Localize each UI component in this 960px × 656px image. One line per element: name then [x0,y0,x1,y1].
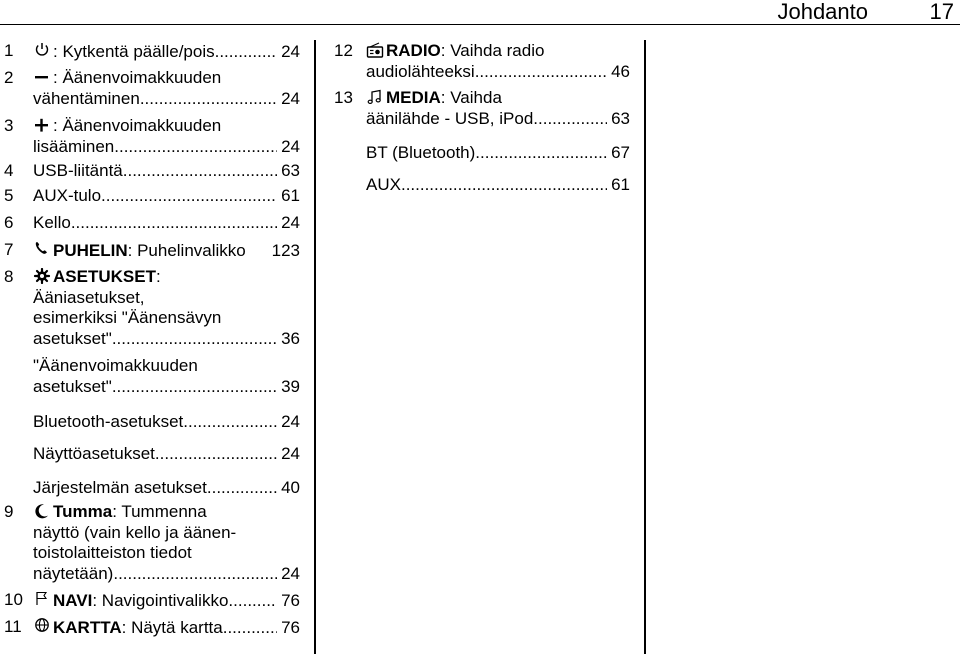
item-label: KARTTA [53,618,122,637]
item-number: 10 [4,590,23,609]
page-ref: 39 [281,376,300,396]
page-number: 17 [929,0,954,24]
item-text-continued: audiolähteeksi [366,61,475,81]
moon-icon [33,503,51,519]
music-note-icon [366,89,384,105]
page-ref: 24 [281,412,300,431]
page-ref: 24 [281,42,300,61]
page-ref: 24 [281,213,300,232]
item-text-continued: äänilähde - USB, iPod [366,108,534,128]
item-text-continued: esimerkiksi "Äänensävyn [33,308,222,327]
page-ref: 24 [281,563,300,583]
item-text: : Puhelinvalikko [127,241,246,260]
item-text-continued: asetukset" [33,328,112,348]
page-ref: 40 [281,478,300,497]
item-text: Bluetooth-asetukset [33,412,184,431]
item-text: BT (Bluetooth) [366,143,476,162]
item-text-continued: näyttö (vain kello ja äänen‐ [33,522,237,542]
item-text: USB-liitäntä [33,161,123,180]
page-ref: 76 [281,618,300,637]
page-ref: 63 [611,108,630,128]
item-number: 2 [4,68,14,87]
page-ref: 61 [611,175,630,194]
section-title: Johdanto [777,0,868,24]
item-label: RADIO [386,41,441,60]
item-number: 12 [334,41,353,60]
item-text: : Äänenvoimakkuuden [53,68,222,87]
page-ref: 24 [281,136,300,156]
radio-icon [366,42,384,58]
item-number: 1 [4,41,14,60]
item-number: 7 [4,240,14,259]
power-icon [33,41,51,57]
item-label: PUHELIN [53,241,128,260]
item-text: : Äänenvoimakkuuden [53,116,222,135]
item-number: 11 [4,617,22,636]
item-text-continued: asetukset" [33,376,112,396]
item-number: 4 [4,161,14,180]
gear-icon [33,268,51,284]
globe-icon [33,617,51,633]
item-text: AUX [366,175,401,194]
column-divider-left [314,40,316,654]
item-number: 8 [4,267,14,286]
item-text: : Näytä kartta [121,618,223,637]
item-text: Näyttöasetukset [33,444,155,463]
item-text-continued: vähentäminen [33,88,140,108]
page-ref: 61 [281,186,300,205]
item-text: : Navigointivalikko [92,591,229,610]
item-text: : Vaihda radio [440,41,545,60]
item-number: 3 [4,116,14,135]
header-rule [0,24,960,25]
item-text: AUX-tulo [33,186,102,205]
item-text-continued: näytetään) [33,563,114,583]
plus-icon [33,117,51,133]
item-number: 13 [334,88,353,107]
minus-icon [33,69,51,85]
flag-icon [33,590,51,606]
item-label: NAVI [53,591,93,610]
page-ref: 63 [281,161,300,180]
page-header [0,0,960,24]
item-label: Tumma [53,502,113,521]
column-divider-right [644,40,646,654]
item-text: : Vaihda [440,88,502,107]
item-number: 5 [4,186,14,205]
item-label: MEDIA [386,88,441,107]
page-ref: 36 [281,328,300,348]
item-text: Kello [33,213,71,232]
item-text: "Äänenvoimakkuuden [33,356,198,375]
page-ref: 24 [281,88,300,108]
page-ref: 24 [281,444,300,463]
page-ref: 76 [281,591,300,610]
item-text-continued: lisääminen [33,136,115,156]
item-number: 6 [4,213,14,232]
page-ref: 67 [611,143,630,162]
item-label: ASETUKSET [53,267,156,286]
item-text-continued: toistolaitteiston tiedot [33,543,192,562]
item-text: : Kytkentä päälle/pois [53,42,215,61]
phone-icon [33,240,51,256]
item-text: : Tummenna [112,502,207,521]
item-text-continued: Ääniasetukset, [33,287,145,307]
page-ref: 123 [271,241,300,260]
page-ref: 46 [611,61,630,81]
item-text: : [155,267,161,286]
item-number: 9 [4,502,14,521]
item-text: Järjestelmän asetukset [33,478,207,497]
